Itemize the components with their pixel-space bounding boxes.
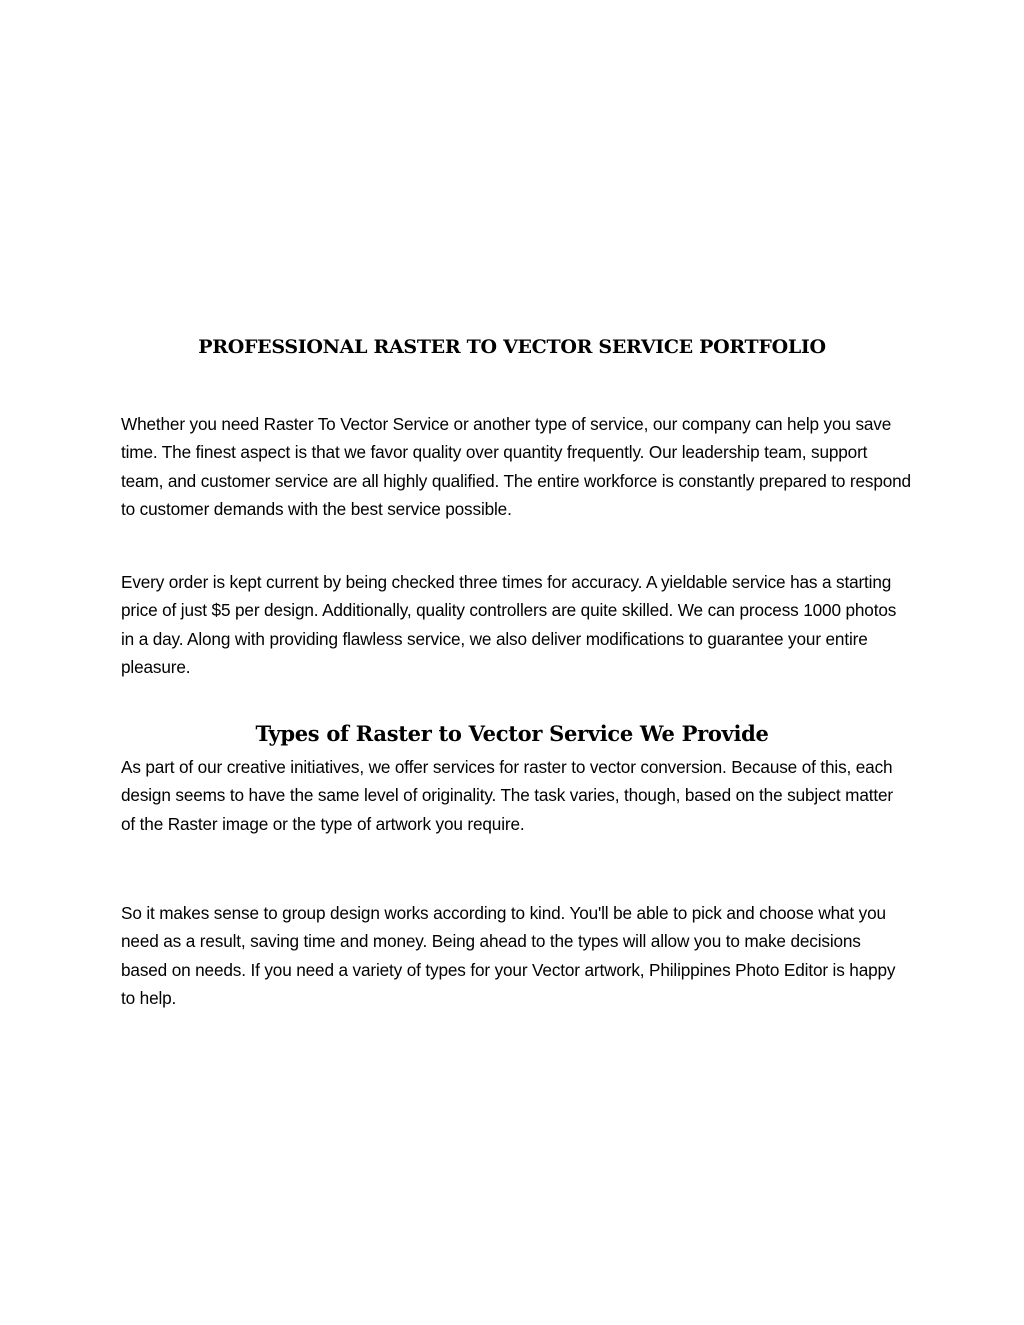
document-title: PROFESSIONAL RASTER TO VECTOR SERVICE PORTFOLIO <box>198 336 826 358</box>
section-heading: Types of Raster to Vector Service We Provide <box>255 721 769 746</box>
intro-paragraph-2: Every order is kept current by being checked three times for accuracy. A yieldable service has a starting price of just $5 per design. Additionally, quality controllers are quite skilled. We can process 1000 photos in a day. Along with providing flawless service, we also deliver modifications to guarantee your entire pleasure. <box>121 572 897 677</box>
section-paragraph-1: As part of our creative initiatives, we offer services for raster to vector conversion. Because of this, each design seems to have the same level of originality. The task varies, though, based on the subject matter of the Raster image or the type of artwork you require. <box>121 757 893 834</box>
intro-paragraph-1: Whether you need Raster To Vector Service or another type of service, our company can help you save time. The finest aspect is that we favor quality over quantity frequently. Our leadership team, support team, and customer service are all highly qualified. The entire workforce is constantly prepared to respond to customer demands with the best service possible. <box>121 414 911 519</box>
section-paragraph-2: So it makes sense to group design works according to kind. You'll be able to pick and choose what you need as a result, saving time and money. Being ahead to the types will allow you to make decisions based on needs. If you need a variety of types for your Vector artwork, Philippines Photo Editor is happy to help. <box>121 903 896 1008</box>
